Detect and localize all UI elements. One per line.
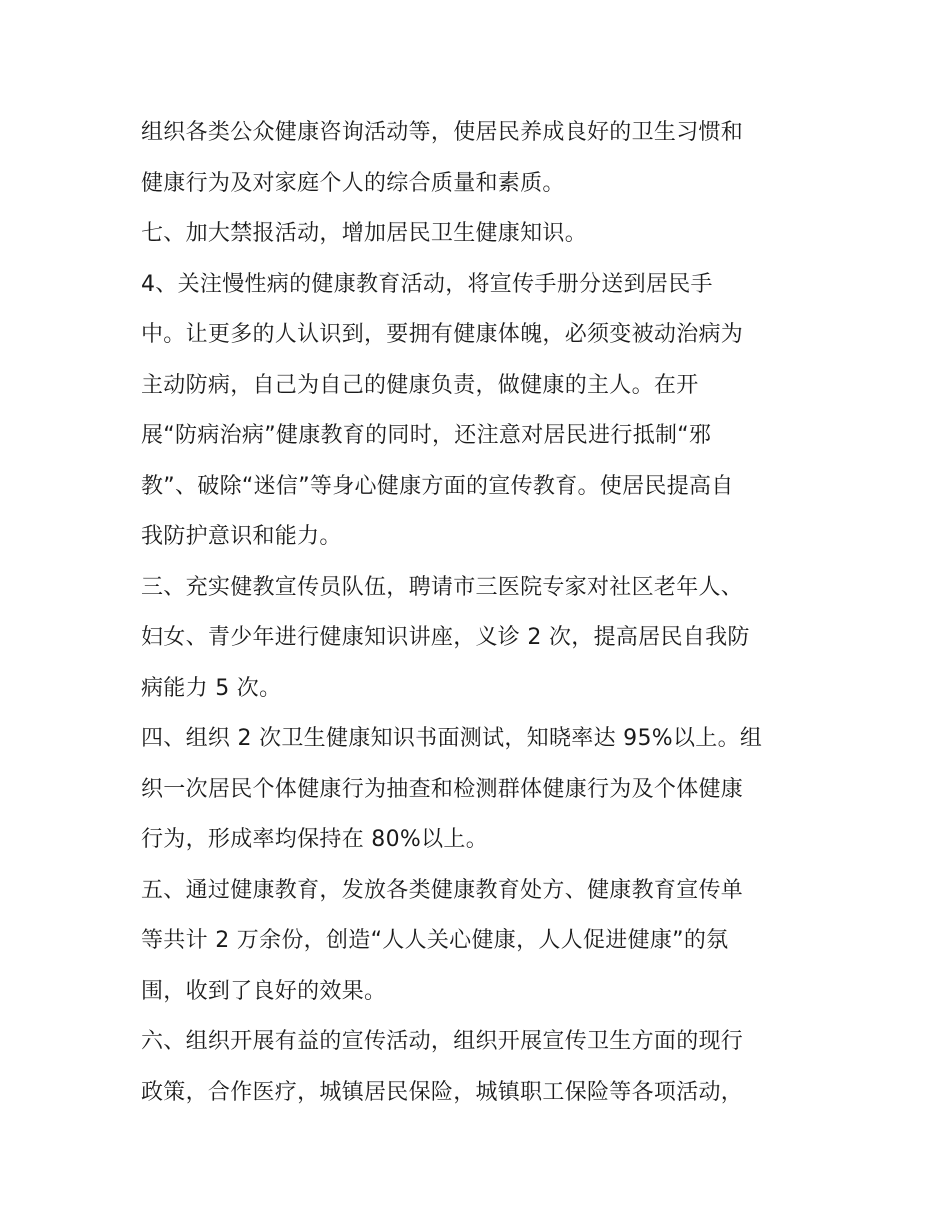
text-line: 围，收到了良好的效果。 [141, 978, 387, 1004]
text-line: 我防护意识和能力。 [141, 524, 342, 549]
text-line: 教”、破除“迷信”等身心健康方面的宣传教育。使居民提高自 [141, 473, 734, 499]
section-heading: 七、加大禁报活动，增加居民卫生健康知识。 [141, 221, 588, 246]
text-line: 五、通过健康教育，发放各类健康教育处方、健康教育宣传单 [141, 877, 744, 903]
text-line: 三、充实健教宣传员队伍，聘请市三医院专家对社区老年人、 [141, 574, 744, 600]
text-line: 妇女、青少年进行健康知识讲座，义诊 2 次，提高居民自我防 [141, 625, 750, 650]
text-line: 等共计 2 万余份，创造“人人关心健康，人人促进健康”的氛 [141, 928, 729, 953]
text-line: 织一次居民个体健康行为抽查和检测群体健康行为及个体健康 [141, 776, 744, 802]
text-line: 行为，形成率均保持在 80%以上。 [141, 827, 488, 852]
text-line: 政策，合作医疗，城镇居民保险，城镇职工保险等各项活动， [141, 1079, 744, 1105]
text-line: 中。让更多的人认识到，要拥有健康体魄，必须变被动治病为 [141, 322, 744, 347]
text-line: 组织各类公众健康咨询活动等，使居民养成良好的卫生习惯和 [141, 120, 744, 145]
body-text [141, 108, 831, 1118]
text-line: 展“防病治病”健康教育的同时，还注意对居民进行抵制“邪 [141, 423, 712, 448]
text-line: 健康行为及对家庭个人的综合质量和素质。 [141, 170, 565, 196]
text-line: 主动防病，自己为自己的健康负责，做健康的主人。在开 [141, 372, 699, 398]
text-line: 病能力 5 次。 [141, 675, 282, 701]
text-line: 六、组织开展有益的宣传活动，组织开展宣传卫生方面的现行 [141, 1029, 744, 1054]
text-line: 四、组织 2 次卫生健康知识书面测试，知晓率达 95%以上。组 [141, 726, 763, 751]
text-line: 4、关注慢性病的健康教育活动，将宣传手册分送到居民手 [141, 271, 713, 297]
